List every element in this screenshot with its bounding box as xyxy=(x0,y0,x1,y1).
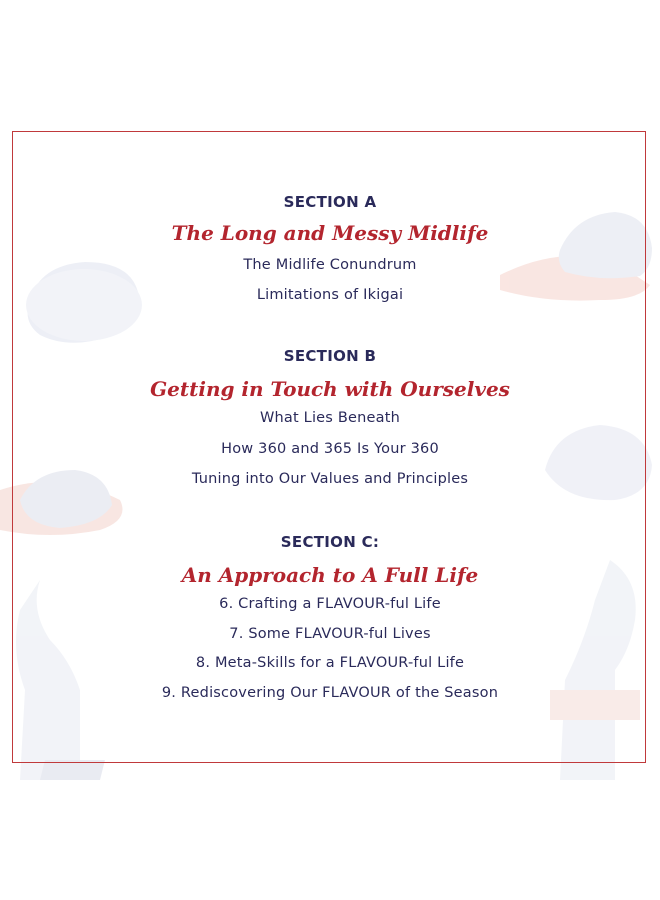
section-b-item: What Lies Beneath xyxy=(259,410,401,426)
section-c-item: 9. Rediscovering Our FLAVOUR of the Season xyxy=(161,685,499,701)
section-b-item: Tuning into Our Values and Principles xyxy=(191,471,469,487)
section-c-heading: SECTION C: xyxy=(280,533,380,551)
section-c-item: 7. Some FLAVOUR-ful Lives xyxy=(229,626,431,642)
section-a-item: Limitations of Ikigai xyxy=(256,287,404,303)
section-a-item: The Midlife Conundrum xyxy=(243,257,417,273)
section-c-title: An Approach to A Full Life xyxy=(181,563,479,587)
section-c-item: 6. Crafting a FLAVOUR-ful Life xyxy=(219,596,441,612)
section-c-item: 8. Meta-Skills for a FLAVOUR-ful Life xyxy=(195,655,465,671)
section-b-heading: SECTION B xyxy=(283,347,377,365)
section-b-title: Getting in Touch with Ourselves xyxy=(150,377,510,401)
section-a-heading: SECTION A xyxy=(283,193,377,211)
section-a-title: The Long and Messy Midlife xyxy=(171,221,489,245)
section-b-item: How 360 and 365 Is Your 360 xyxy=(221,441,439,457)
